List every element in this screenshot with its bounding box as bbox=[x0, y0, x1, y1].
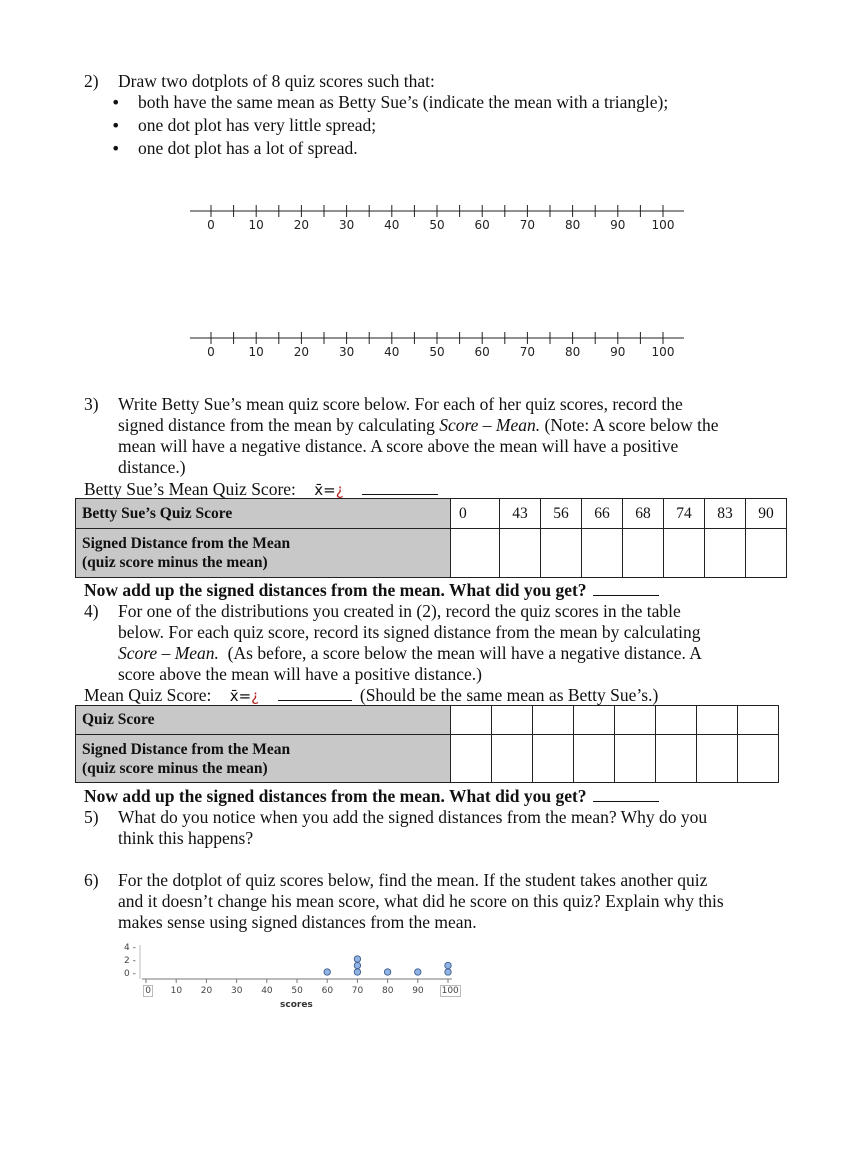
score-cell: 0 bbox=[451, 499, 500, 529]
x-tick-label: 80 bbox=[382, 986, 394, 996]
axis-tick-label: 40 bbox=[384, 218, 400, 232]
bullet-item: • one dot plot has very little spread; bbox=[111, 115, 377, 135]
score-cell: 83 bbox=[705, 499, 746, 529]
x-tick-label: 30 bbox=[231, 986, 243, 996]
axis-tick-label: 10 bbox=[248, 345, 264, 359]
question-number: 4) bbox=[84, 601, 99, 621]
answer-cell[interactable] bbox=[500, 529, 541, 578]
mean-answer-blank[interactable] bbox=[278, 686, 352, 701]
answer-cell[interactable] bbox=[533, 735, 574, 783]
score-input-cell[interactable] bbox=[574, 706, 615, 735]
axis-tick-label: 100 bbox=[651, 345, 675, 359]
axis-tick-label: 30 bbox=[338, 345, 355, 359]
score-input-cell[interactable] bbox=[656, 706, 697, 735]
answer-cell[interactable] bbox=[451, 529, 500, 578]
score-cell: 90 bbox=[746, 499, 787, 529]
x-tick-label: 0 bbox=[145, 986, 151, 996]
score-input-cell[interactable] bbox=[492, 706, 533, 735]
axis-tick-label: 80 bbox=[564, 345, 581, 359]
answer-cell[interactable] bbox=[697, 735, 738, 783]
data-dot bbox=[354, 956, 360, 962]
answer-cell[interactable] bbox=[738, 735, 779, 783]
row-header: Signed Distance from the Mean (quiz score minus the mean) bbox=[76, 529, 451, 578]
question-4: 4) For one of the distributions you created in (2), record the quiz scores in the table below. For each quiz score, record its signed distance from the mean by calculating Score – Mean. (As before, a score below the mean will have a negative distance. A score above the mean will have a positive distance.) bbox=[84, 601, 702, 684]
axis-tick-label: 90 bbox=[610, 345, 626, 359]
x-tick-label: 10 bbox=[170, 986, 183, 996]
number-line-2[interactable] bbox=[190, 331, 684, 369]
number-line-axis bbox=[190, 204, 684, 218]
score-input-cell[interactable] bbox=[738, 706, 779, 735]
number-line-axis bbox=[190, 331, 684, 345]
sum-prompt: Now add up the signed distances from the mean. What did you get? bbox=[84, 786, 659, 807]
axis-tick-label: 0 bbox=[207, 345, 215, 359]
score-cell: 74 bbox=[664, 499, 705, 529]
y-tick-label: 0 - bbox=[124, 969, 136, 979]
sum-prompt: Now add up the signed distances from the mean. What did you get? bbox=[84, 580, 659, 601]
mean-answer-blank[interactable] bbox=[362, 480, 438, 495]
question-6: 6) For the dotplot of quiz scores below, find the mean. If the student takes another quiz and it doesn’t change his mean score, what did he score on this quiz? Explain why this makes sense using signed distances from the mean. bbox=[84, 870, 724, 932]
axis-tick-label: 20 bbox=[293, 345, 310, 359]
answer-cell[interactable] bbox=[615, 735, 656, 783]
axis-tick-label: 40 bbox=[384, 345, 400, 359]
answer-cell[interactable] bbox=[582, 529, 623, 578]
axis-tick-label: 70 bbox=[519, 218, 536, 232]
axis-tick-label: 0 bbox=[207, 218, 215, 232]
data-dot bbox=[415, 969, 421, 975]
score-input-cell[interactable] bbox=[615, 706, 656, 735]
data-dot bbox=[445, 969, 451, 975]
betty-sue-table bbox=[75, 498, 787, 578]
question-5: 5) What do you notice when you add the signed distances from the mean? Why do you think this happens? bbox=[84, 807, 708, 848]
xbar-symbol: x̄=¿ bbox=[314, 481, 344, 499]
answer-cell[interactable] bbox=[746, 529, 787, 578]
mean-label: Betty Sue’s Mean Quiz Score: bbox=[84, 479, 296, 499]
score-cell: 66 bbox=[582, 499, 623, 529]
data-dot bbox=[324, 969, 330, 975]
mean-line bbox=[84, 685, 658, 707]
answer-cell[interactable] bbox=[656, 735, 697, 783]
x-tick-label: 60 bbox=[321, 986, 334, 996]
axis-tick-label: 80 bbox=[564, 218, 581, 232]
question-text: Draw two dotplots of 8 quiz scores such that: bbox=[118, 71, 435, 91]
x-tick-label: 50 bbox=[291, 986, 303, 996]
data-dot bbox=[384, 969, 390, 975]
number-line-1[interactable] bbox=[190, 204, 684, 242]
answer-cell[interactable] bbox=[451, 735, 492, 783]
bullet-item: • one dot plot has a lot of spread. bbox=[111, 138, 358, 158]
axis-tick-label: 10 bbox=[248, 218, 264, 232]
mean-note: (Should be the same mean as Betty Sue’s.) bbox=[359, 685, 659, 705]
axis-tick-label: 60 bbox=[474, 345, 490, 359]
x-tick-label: 90 bbox=[412, 986, 424, 996]
answer-cell[interactable] bbox=[705, 529, 746, 578]
row-header: Betty Sue’s Quiz Score bbox=[76, 499, 451, 529]
data-dot bbox=[354, 969, 360, 975]
y-tick-label: 2 - bbox=[124, 956, 136, 966]
axis-tick-label: 60 bbox=[474, 218, 490, 232]
question-number: 5) bbox=[84, 807, 99, 827]
row-header: Quiz Score bbox=[76, 706, 451, 735]
score-cell: 43 bbox=[500, 499, 541, 529]
answer-cell[interactable] bbox=[541, 529, 582, 578]
axis-tick-label: 90 bbox=[610, 218, 626, 232]
axis-tick-label: 30 bbox=[338, 218, 355, 232]
quiz-score-table bbox=[75, 705, 779, 783]
x-tick-label: 40 bbox=[261, 986, 273, 996]
answer-cell[interactable] bbox=[623, 529, 664, 578]
question-number: 3) bbox=[84, 394, 99, 414]
xbar-symbol: x̄=¿ bbox=[229, 687, 260, 705]
question-number: 6) bbox=[84, 870, 99, 890]
score-cell: 68 bbox=[623, 499, 664, 529]
answer-cell[interactable] bbox=[664, 529, 705, 578]
sum-answer-blank[interactable] bbox=[593, 787, 659, 802]
sum-answer-blank[interactable] bbox=[593, 581, 659, 596]
axis-tick-label: 50 bbox=[429, 345, 445, 359]
x-tick-label: 100 bbox=[441, 986, 459, 996]
scores-dotplot bbox=[118, 940, 464, 1014]
axis-tick-label: 20 bbox=[293, 218, 310, 232]
x-axis-label: scores bbox=[280, 1000, 313, 1010]
answer-cell[interactable] bbox=[574, 735, 615, 783]
score-input-cell[interactable] bbox=[533, 706, 574, 735]
score-input-cell[interactable] bbox=[697, 706, 738, 735]
bullet-list bbox=[84, 92, 668, 161]
score-input-cell[interactable] bbox=[451, 706, 492, 735]
question-number: 2) bbox=[84, 71, 99, 91]
bullet-item: • both have the same mean as Betty Sue’s (indicate the mean with a triangle); bbox=[111, 92, 669, 112]
axis-tick-label: 50 bbox=[429, 218, 445, 232]
answer-cell[interactable] bbox=[492, 735, 533, 783]
axis-tick-label: 70 bbox=[519, 345, 536, 359]
row-header: Signed Distance from the Mean (quiz score minus the mean) bbox=[76, 735, 451, 783]
score-cell: 56 bbox=[541, 499, 582, 529]
mean-label: Mean Quiz Score: bbox=[84, 685, 212, 705]
data-dot bbox=[354, 962, 360, 968]
data-dot bbox=[445, 962, 451, 968]
x-tick-label: 70 bbox=[351, 986, 364, 996]
x-tick-label: 20 bbox=[200, 986, 213, 996]
y-tick-label: 4 - bbox=[124, 943, 136, 953]
axis-tick-label: 100 bbox=[651, 218, 675, 232]
question-3: 3) Write Betty Sue’s mean quiz score below. For each of her quiz scores, record the signed distance from the mean by calculating Score – Mean. (Note: A score below the mean will have a negative distance. A score above the mean will have a positive distance.) bbox=[84, 394, 719, 477]
